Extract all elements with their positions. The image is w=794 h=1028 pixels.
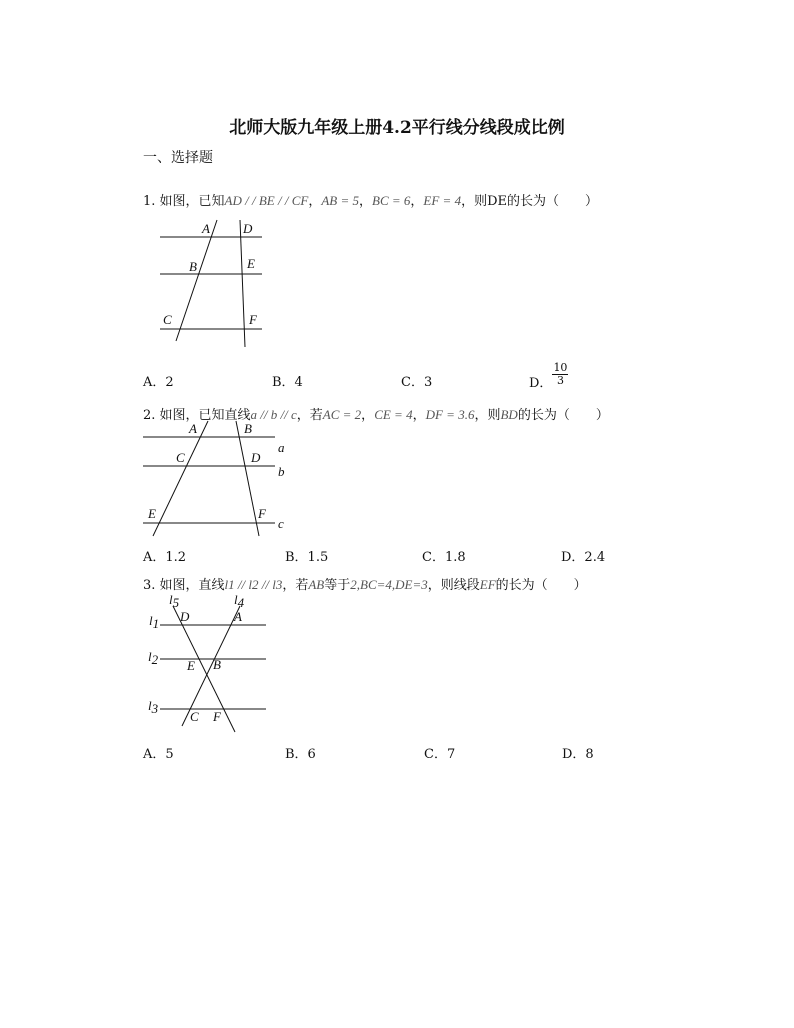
q3-label-l3: l3: [148, 698, 159, 716]
q1-math-bc: BC = 6: [372, 193, 411, 208]
q1-math-ab: AB = 5: [321, 193, 359, 208]
q2-label-e: E: [148, 506, 156, 521]
q1-option-d[interactable]: [529, 362, 568, 391]
q3-math-values: 2,BC=4,DE=3: [350, 577, 428, 592]
q1-prefix: 1. 如图，已知: [143, 194, 225, 209]
q3-figure: [140, 590, 280, 735]
q3-option-d[interactable]: D．8: [562, 747, 594, 762]
q3-option-a[interactable]: A．5: [143, 747, 174, 762]
q1-sep: ，: [359, 194, 373, 209]
q2-label-line-b: b: [278, 464, 285, 479]
q1-option-b[interactable]: B．4: [272, 375, 303, 390]
q2-transversal-ace: [153, 421, 208, 536]
q3-label-l4: l4: [234, 592, 245, 610]
q2-label-line-a: a: [278, 440, 285, 455]
q1-label-e: E: [247, 256, 255, 271]
q3-mid: ，若: [282, 578, 309, 593]
q1-sep: ，: [308, 194, 322, 209]
q2-option-b[interactable]: B．1.5: [285, 550, 329, 565]
q3-label-l1: l1: [149, 613, 160, 631]
q3-label-c: C: [190, 709, 199, 724]
q3-label-l2: l2: [148, 649, 159, 667]
q1-option-a[interactable]: A．2: [143, 375, 174, 390]
q2-label-line-c: c: [278, 516, 284, 531]
q1-option-d-denominator: 3: [556, 374, 564, 387]
q3-option-c[interactable]: C．7: [424, 747, 456, 762]
q3-math-ab: AB: [308, 577, 325, 592]
q1-figure: [150, 215, 280, 355]
q2-figure: [140, 418, 300, 540]
q1-label-d: D: [243, 221, 253, 236]
q2-label-c: C: [176, 450, 185, 465]
q2-option-d[interactable]: D．2.4: [561, 550, 606, 565]
q2-option-c[interactable]: C．1.8: [422, 550, 466, 565]
q2-mid: ，若: [296, 408, 323, 423]
q1-math-parallel: AD / / BE / / CF: [224, 193, 309, 208]
q1-label-c: C: [163, 312, 172, 327]
q3-label-f: F: [213, 709, 221, 724]
q3-label-b: B: [213, 657, 221, 672]
section-heading: 一、选择题: [143, 150, 213, 166]
q1-option-d-fraction: [552, 362, 568, 387]
q3-mid: 等于: [324, 578, 351, 593]
q2-mid: ，则: [474, 408, 501, 423]
q3-math-ef: EF: [479, 577, 496, 592]
q2-label-a: A: [189, 421, 197, 436]
q2-label-f: F: [258, 506, 266, 521]
q3-mid: ，则线段: [427, 578, 480, 593]
page-title: 北师大版九年级上册4.2平行线分线段成比例: [229, 118, 565, 138]
q3-label-a: A: [234, 609, 242, 624]
q1-suffix: ，则DE的长为（ ）: [461, 194, 598, 209]
q1-label-f: F: [249, 312, 257, 327]
q1-option-d-prefix: D．: [529, 376, 553, 391]
q2-sep: ，: [412, 408, 426, 423]
q2-math-ce: CE = 4: [374, 407, 413, 422]
q3-suffix: 的长为（ ）: [495, 578, 587, 593]
q1-label-b: B: [189, 259, 197, 274]
q3-label-d: D: [180, 609, 190, 624]
q3-prefix: 3. 如图，直线: [143, 578, 225, 593]
q1-label-a: A: [202, 221, 210, 236]
q2-suffix: 的长为（ ）: [517, 408, 609, 423]
q2-math-parallel: a // b // c: [250, 407, 297, 422]
q2-prefix: 2. 如图，已知直线: [143, 408, 251, 423]
q1-math-ef: EF = 4: [423, 193, 462, 208]
q2-math-bd: BD: [500, 407, 518, 422]
q2-math-ac: AC = 2: [322, 407, 362, 422]
q2-option-a[interactable]: A．1.2: [143, 550, 187, 565]
question-1-text: [143, 190, 598, 209]
q1-option-c[interactable]: C．3: [401, 375, 433, 390]
q3-label-l5: l5: [169, 592, 180, 610]
q1-sep: ，: [410, 194, 424, 209]
q3-label-e: E: [187, 658, 195, 673]
q3-math-parallel: l1 // l2 // l3: [224, 577, 283, 592]
q1-transversal-acf: [176, 220, 217, 341]
q3-option-b[interactable]: B．6: [285, 747, 316, 762]
q1-option-d-numerator: 10: [553, 361, 568, 374]
q2-math-df: DF = 3.6: [425, 407, 475, 422]
q2-sep: ，: [361, 408, 375, 423]
q2-label-b: B: [244, 421, 252, 436]
q1-transversal-def: [240, 220, 245, 347]
q2-label-d: D: [251, 450, 261, 465]
q2-transversal-bdf: [236, 421, 259, 536]
